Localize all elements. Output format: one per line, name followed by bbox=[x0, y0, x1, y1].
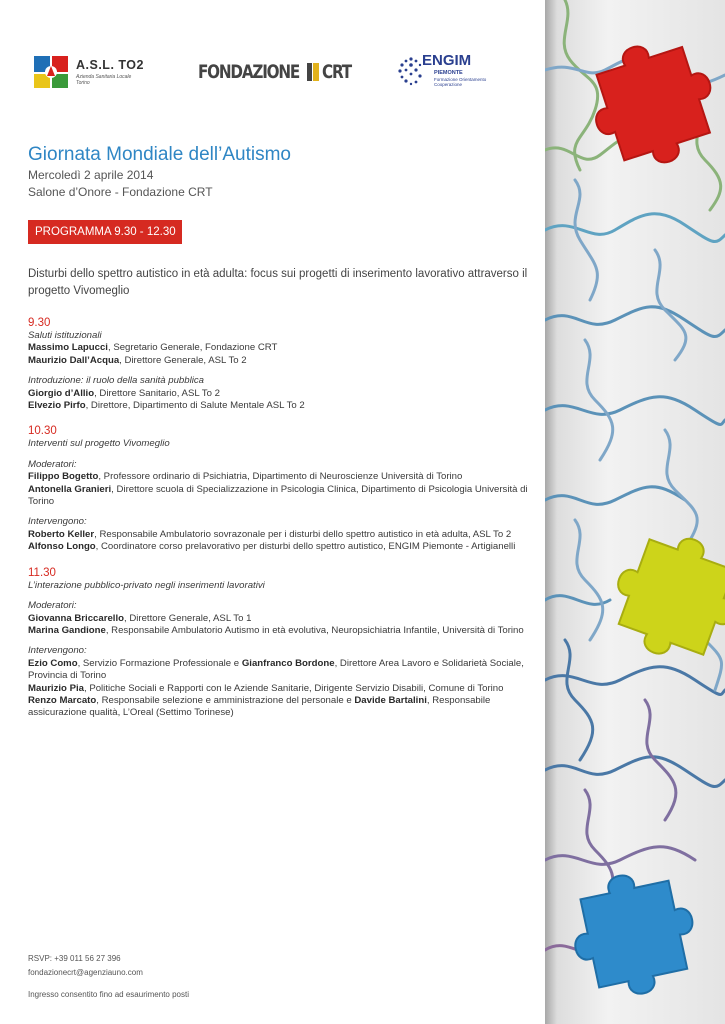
participant-role: , Direttore Area Lavoro e Solidarietà Sociale, Provincia di Torino bbox=[28, 657, 524, 682]
participant-name: Ezio Como bbox=[28, 657, 78, 669]
puzzle-decoration-icon bbox=[545, 0, 725, 1024]
session-subtitle: L’interazione pubblico-privato negli inserimenti lavorativi bbox=[28, 579, 265, 591]
participant-name: Maurizio Pia bbox=[28, 682, 84, 694]
participant bbox=[28, 484, 538, 509]
engim-logo-subtitle bbox=[434, 77, 486, 87]
participant bbox=[28, 388, 538, 400]
intro-text: Disturbi dello spettro autistico in età adulta: focus sui progetti di inserimento lavorativo attraverso il progetto Vivomeglio bbox=[28, 268, 528, 297]
puzzle-decoration bbox=[545, 0, 725, 1024]
program-content bbox=[28, 316, 538, 720]
session-3 bbox=[28, 566, 538, 720]
section-label: Moderatori: bbox=[28, 458, 77, 470]
participant-name: Massimo Lapucci bbox=[28, 342, 108, 354]
participant-name: Maurizio Dall’Acqua bbox=[28, 354, 120, 366]
session-subtitle: Interventi sul progetto Vivomeglio bbox=[28, 438, 170, 450]
rsvp-phone: RSVP: +39 011 56 27 396 bbox=[28, 954, 121, 963]
participant-name: Giorgio d’Allio bbox=[28, 387, 95, 399]
participant-role: , Responsabile assicurazione qualità, L’Oreal (Settimo Torinese) bbox=[28, 694, 491, 719]
asl-logo bbox=[32, 52, 142, 94]
program-banner: PROGRAMMA 9.30 - 12.30 bbox=[28, 220, 182, 244]
participant-role: , Servizio Formazione Professionale e bbox=[77, 657, 242, 669]
page-title: Giornata Mondiale dell’Autismo bbox=[28, 144, 291, 165]
participant bbox=[28, 529, 538, 541]
participant bbox=[28, 355, 538, 367]
footer bbox=[28, 952, 189, 1002]
engim-logo-icon bbox=[398, 56, 424, 86]
participant-role: , Responsabile Ambulatorio Autismo in età evolutiva, Neuropsichiatria Infantile, Università di Torino bbox=[105, 624, 524, 636]
participant-role: , Direttore Generale, ASL To 2 bbox=[119, 354, 247, 366]
participant-name: Renzo Marcato bbox=[28, 694, 97, 706]
participant bbox=[28, 695, 538, 720]
engim-logo bbox=[398, 52, 498, 94]
participant-name: Roberto Keller bbox=[28, 528, 95, 540]
participant-name: Davide Bartalini bbox=[354, 694, 427, 706]
crt-logo-icon bbox=[306, 62, 320, 82]
session-subtitle: Saluti istituzionali bbox=[28, 330, 102, 341]
participant-name: Giovanna Briccarello bbox=[28, 612, 124, 624]
section-label: Intervengono: bbox=[28, 516, 87, 528]
participant-role: , Direttore Generale, ASL To 1 bbox=[123, 612, 252, 624]
session-2 bbox=[28, 424, 538, 553]
session-time: 10.30 bbox=[28, 425, 57, 438]
engim-logo-region: PIEMONTE bbox=[434, 70, 463, 76]
event-date: Mercoledì 2 aprile 2014 bbox=[28, 168, 154, 182]
section-label: Moderatori: bbox=[28, 600, 77, 612]
asl-subtitle-line1: Azienda Sanitaria Locale bbox=[76, 74, 132, 80]
crt-logo-left: FONDAZIONE bbox=[198, 61, 300, 83]
footer-note: Ingresso consentito fino ad esaurimento posti bbox=[28, 990, 189, 999]
participant bbox=[28, 625, 538, 637]
participant bbox=[28, 541, 538, 553]
participant-role: , Direttore, Dipartimento di Salute Mentale ASL To 2 bbox=[85, 400, 305, 412]
session-1 bbox=[28, 316, 538, 412]
participant-role: , Responsabile selezione e amministrazione del personale e bbox=[96, 694, 355, 706]
participant-role: , Segretario Generale, Fondazione CRT bbox=[107, 342, 278, 354]
participant-role: , Politiche Sociali e Rapporti con le Aziende Sanitarie, Dirigente Servizio Disabili, Comune di Torino bbox=[83, 682, 504, 694]
section-label: Introduzione: il ruolo della sanità pubblica bbox=[28, 375, 204, 387]
participant bbox=[28, 471, 538, 483]
participant-role: , Coordinatore corso prelavorativo per disturbi dello spettro autistico, ENGIM Piemonte - Artigianelli bbox=[95, 541, 516, 553]
participant-name: Antonella Granieri bbox=[28, 483, 112, 495]
participant bbox=[28, 658, 538, 683]
asl-logo-icon bbox=[32, 54, 72, 90]
asl-logo-subtitle bbox=[76, 74, 131, 86]
participant-name: Elvezio Pirfo bbox=[28, 400, 86, 412]
crt-logo-right: CRT bbox=[322, 61, 352, 83]
participant bbox=[28, 400, 538, 412]
engim-subtitle-line1: Formazione Orientamento bbox=[434, 77, 487, 82]
participant-name: Alfonso Longo bbox=[28, 541, 96, 553]
asl-logo-name: A.S.L. TO2 bbox=[76, 58, 144, 72]
participant-name: Marina Gandione bbox=[28, 624, 106, 636]
section-label: Intervengono: bbox=[28, 645, 87, 657]
asl-subtitle-line2: Torino bbox=[76, 80, 90, 86]
participant-name: Filippo Bogetto bbox=[28, 471, 99, 483]
participant-role: , Responsabile Ambulatorio sovrazonale per i disturbi dello spettro autistico in età adulta, ASL To 2 bbox=[94, 528, 512, 540]
engim-logo-name: ENGIM bbox=[422, 52, 472, 69]
participant-role: , Direttore Sanitario, ASL To 2 bbox=[94, 387, 220, 399]
rsvp-email[interactable]: fondazionecrt@agenziauno.com bbox=[28, 968, 143, 977]
participant bbox=[28, 683, 538, 695]
session-time: 9.30 bbox=[28, 317, 51, 329]
event-venue: Salone d’Onore - Fondazione CRT bbox=[28, 185, 213, 199]
session-time: 11.30 bbox=[28, 566, 56, 579]
participant bbox=[28, 342, 538, 354]
participant bbox=[28, 613, 538, 625]
crt-logo bbox=[198, 60, 359, 84]
participant-name: Gianfranco Bordone bbox=[241, 657, 335, 669]
participant-role: , Professore ordinario di Psichiatria, Dipartimento di Neuroscienze Università di Torino bbox=[98, 471, 463, 483]
engim-subtitle-line2: Cooperazione bbox=[434, 82, 463, 87]
participant-role: , Direttore scuola di Specializzazione in Psicologia Clinica, Dipartimento di Psicologia Università di Torino bbox=[28, 483, 528, 508]
